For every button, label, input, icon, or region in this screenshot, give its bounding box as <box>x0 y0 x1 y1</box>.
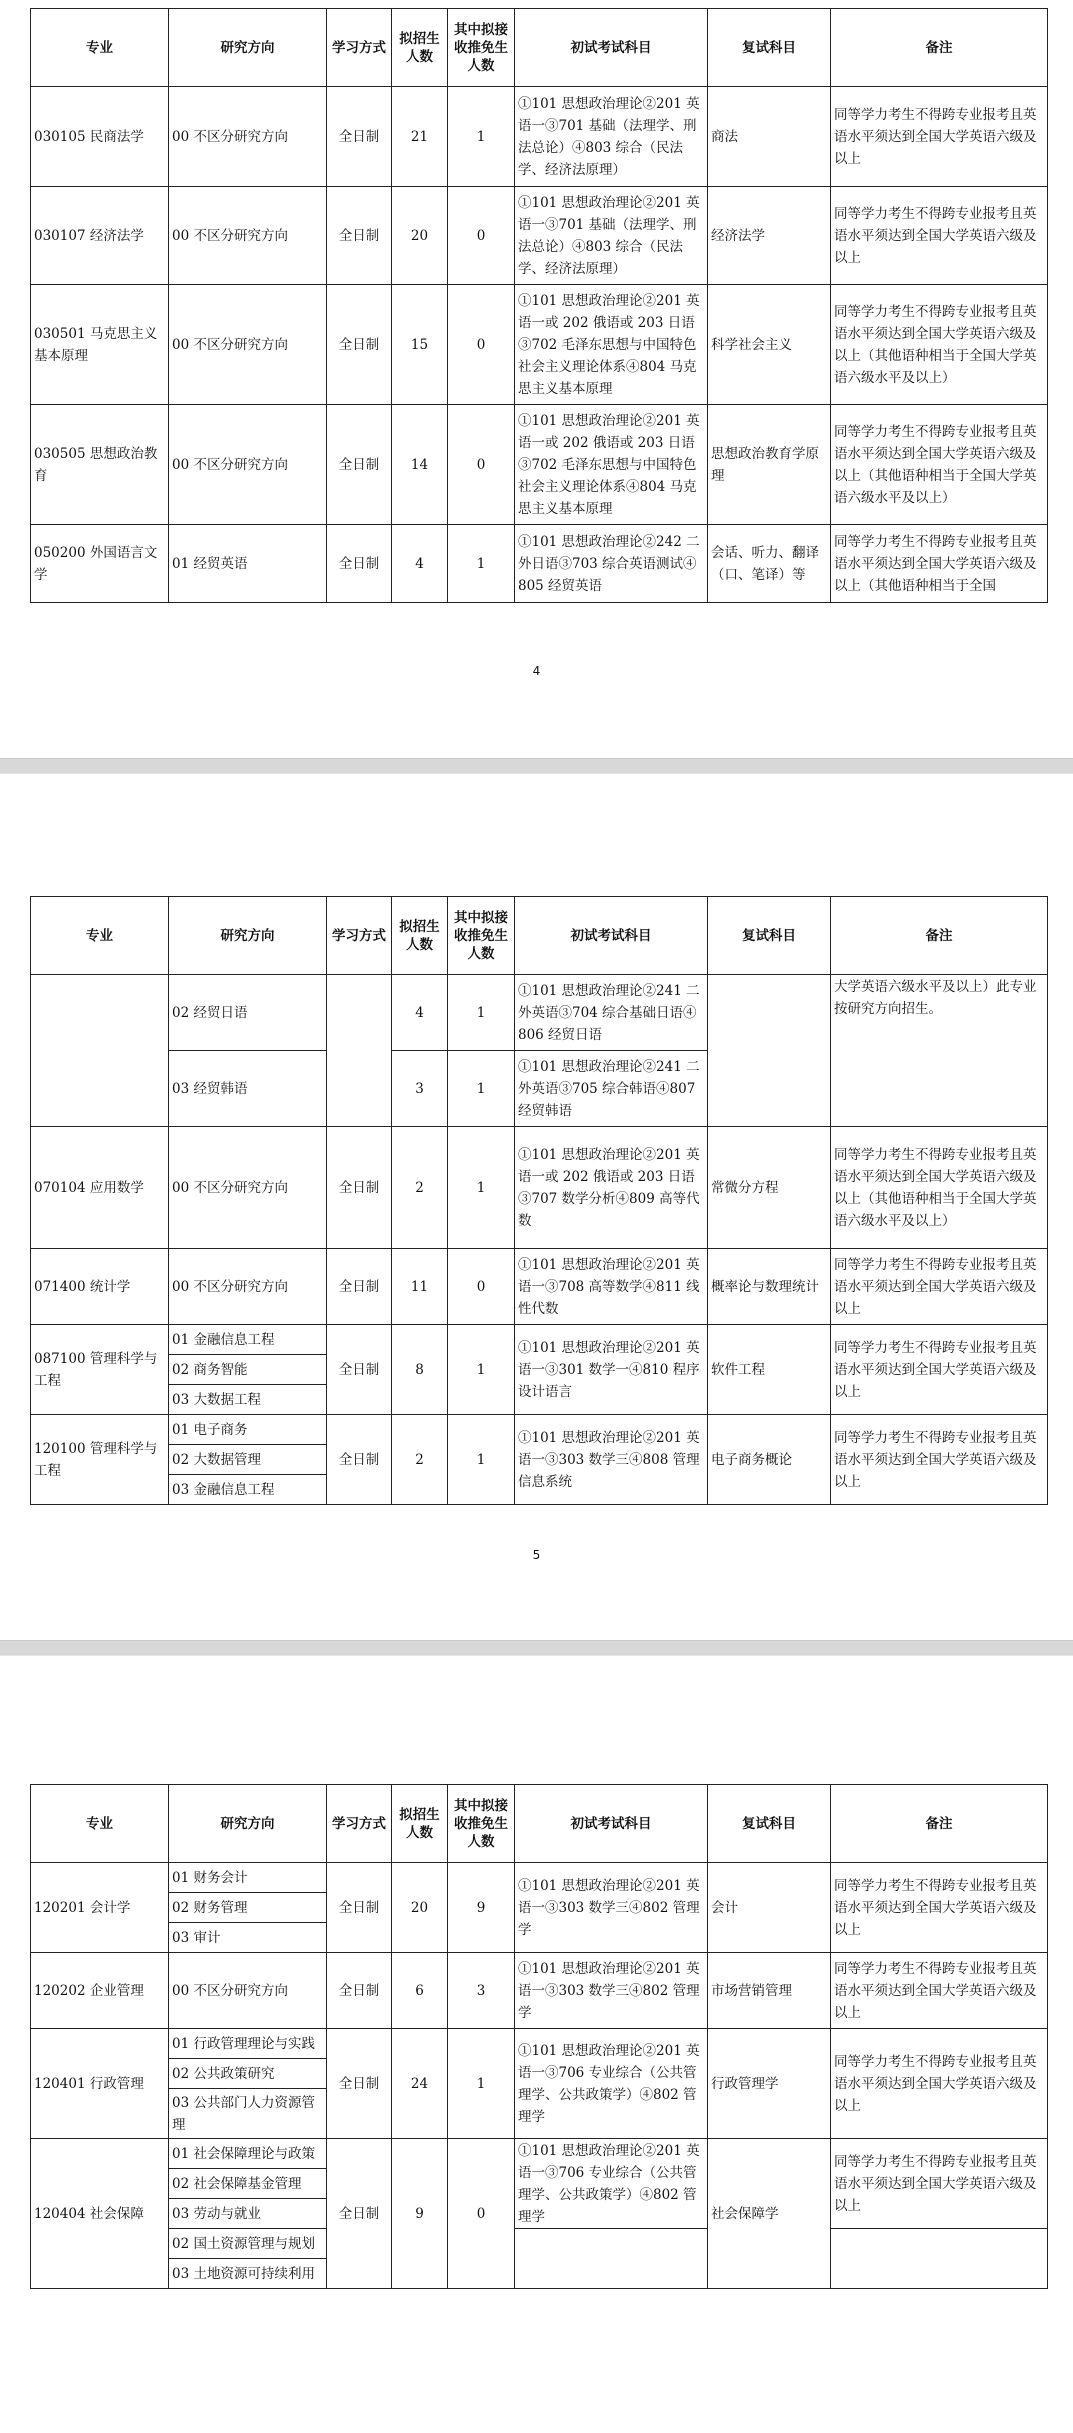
direction-cell: 02 公共政策研究 <box>169 2059 327 2089</box>
plan-cell: 4 <box>392 525 448 603</box>
direction-cell: 02 大数据管理 <box>169 1445 327 1475</box>
retest-cell: 科学社会主义 <box>708 285 831 405</box>
major-cell: 120404 社会保障 <box>31 2139 169 2289</box>
note-cell-continued: 大学英语六级水平及以上）此专业按研究方向招生。 <box>831 975 1048 1127</box>
table-row <box>31 1863 1048 1893</box>
direction-cell: 03 劳动与就业 <box>169 2199 327 2229</box>
exam-cell: ①101 思想政治理论②201 英语一③701 基础（法理学、刑法总论）④803 综合（民法学、经济法原理） <box>515 87 708 187</box>
retest-cell-continued <box>708 975 831 1127</box>
mode-cell: 全日制 <box>327 2139 392 2289</box>
plan-cell: 20 <box>392 1863 448 1953</box>
retest-cell: 社会保障学 <box>708 2139 831 2289</box>
direction-cell: 02 社会保障基金管理 <box>169 2169 327 2199</box>
plan-cell: 9 <box>392 2139 448 2289</box>
plan-cell: 20 <box>392 187 448 285</box>
major-cell: 050200 外国语言文学 <box>31 525 169 603</box>
direction-cell: 00 不区分研究方向 <box>169 285 327 405</box>
direction-cell: 01 财务会计 <box>169 1863 327 1893</box>
table-row <box>31 285 1048 405</box>
plan-cell: 24 <box>392 2029 448 2139</box>
table-row <box>31 1127 1048 1249</box>
exam-cell: ①101 思想政治理论②242 二外日语③703 综合英语测试④805 经贸英语 <box>515 525 708 603</box>
header-note: 备注 <box>831 897 1048 975</box>
mode-cell: 全日制 <box>327 187 392 285</box>
major-cell: 120201 会计学 <box>31 1863 169 1953</box>
direction-cell: 00 不区分研究方向 <box>169 1953 327 2029</box>
page-separator <box>0 1640 1073 1656</box>
table-row <box>31 1249 1048 1325</box>
retest-cell: 经济法学 <box>708 187 831 285</box>
table-row <box>31 87 1048 187</box>
header-study-mode: 学习方式 <box>327 897 392 975</box>
admissions-table-page-6 <box>30 1784 1048 2289</box>
direction-cell: 00 不区分研究方向 <box>169 187 327 285</box>
plan-cell: 4 <box>392 975 448 1051</box>
note-cell-empty <box>831 2229 1048 2289</box>
tuimian-cell: 0 <box>448 187 515 285</box>
direction-cell: 00 不区分研究方向 <box>169 87 327 187</box>
tuimian-cell: 1 <box>448 2029 515 2139</box>
direction-cell: 03 大数据工程 <box>169 1385 327 1415</box>
page-number: 4 <box>532 664 541 678</box>
header-major: 专业 <box>31 9 169 87</box>
retest-cell: 思想政治教育学原理 <box>708 405 831 525</box>
header-study-mode: 学习方式 <box>327 9 392 87</box>
exam-cell: ①101 思想政治理论②201 英语一③708 高等数学④811 线性代数 <box>515 1249 708 1325</box>
exam-cell: ①101 思想政治理论②241 二外英语③704 综合基础日语④806 经贸日语 <box>515 975 708 1051</box>
major-cell: 087100 管理科学与工程 <box>31 1325 169 1415</box>
plan-cell: 11 <box>392 1249 448 1325</box>
retest-cell: 会计 <box>708 1863 831 1953</box>
tuimian-cell: 1 <box>448 1051 515 1127</box>
page-separator <box>0 758 1073 774</box>
exam-cell: ①101 思想政治理论②201 英语一③303 数学三④802 管理学 <box>515 1953 708 2029</box>
header-retest: 复试科目 <box>708 1785 831 1863</box>
exam-cell: ①101 思想政治理论②201 英语一③303 数学三④802 管理学 <box>515 1863 708 1953</box>
retest-cell: 市场营销管理 <box>708 1953 831 2029</box>
header-note: 备注 <box>831 1785 1048 1863</box>
exam-cell: ①101 思想政治理论②201 英语一或 202 俄语或 203 日语③702 毛泽东思想与中国特色社会主义理论体系④804 马克思主义基本原理 <box>515 405 708 525</box>
note-cell: 同等学力考生不得跨专业报考且英语水平须达到全国大学英语六级及以上（其他语种相当于全国 <box>831 525 1048 603</box>
major-cell: 120100 管理科学与工程 <box>31 1415 169 1505</box>
direction-cell: 03 审计 <box>169 1923 327 1953</box>
plan-cell: 3 <box>392 1051 448 1127</box>
header-plan: 拟招生人数 <box>392 1785 448 1863</box>
retest-cell: 行政管理学 <box>708 2029 831 2139</box>
mode-cell: 全日制 <box>327 1863 392 1953</box>
major-cell: 120202 企业管理 <box>31 1953 169 2029</box>
header-row <box>31 9 1048 87</box>
exam-cell: ①101 思想政治理论②201 英语一③701 基础（法理学、刑法总论）④803 综合（民法学、经济法原理） <box>515 187 708 285</box>
plan-cell: 8 <box>392 1325 448 1415</box>
note-cell: 同等学力考生不得跨专业报考且英语水平须达到全国大学英语六级及以上 <box>831 1325 1048 1415</box>
direction-cell: 03 金融信息工程 <box>169 1475 327 1505</box>
exam-cell: ①101 思想政治理论②201 英语一或 202 俄语或 203 日语③702 毛泽东思想与中国特色社会主义理论体系④804 马克思主义基本原理 <box>515 285 708 405</box>
table-row <box>31 405 1048 525</box>
exam-cell: ①101 思想政治理论②201 英语一③303 数学三④808 管理信息系统 <box>515 1415 708 1505</box>
header-direction: 研究方向 <box>169 897 327 975</box>
table-row <box>31 2029 1048 2059</box>
table-row <box>31 1325 1048 1355</box>
exam-cell-empty <box>515 2229 708 2289</box>
exam-cell: ①101 思想政治理论②201 英语一③301 数学一④810 程序设计语言 <box>515 1325 708 1415</box>
tuimian-cell: 9 <box>448 1863 515 1953</box>
direction-cell: 00 不区分研究方向 <box>169 405 327 525</box>
header-major: 专业 <box>31 897 169 975</box>
mode-cell: 全日制 <box>327 2029 392 2139</box>
major-cell-continued <box>31 975 169 1127</box>
header-direction: 研究方向 <box>169 9 327 87</box>
table-row <box>31 1953 1048 2029</box>
header-direction: 研究方向 <box>169 1785 327 1863</box>
plan-cell: 2 <box>392 1415 448 1505</box>
note-cell: 同等学力考生不得跨专业报考且英语水平须达到全国大学英语六级及以上（其他语种相当于全国大学英语六级水平及以上） <box>831 405 1048 525</box>
direction-cell: 03 公共部门人力资源管理 <box>169 2089 327 2139</box>
tuimian-cell: 1 <box>448 87 515 187</box>
major-cell: 030105 民商法学 <box>31 87 169 187</box>
page-6 <box>0 1656 1073 2433</box>
exam-cell: ①101 思想政治理论②201 英语一③706 专业综合（公共管理学、公共政策学）④802 管理学 <box>515 2029 708 2139</box>
tuimian-cell: 1 <box>448 1415 515 1505</box>
table-row <box>31 2229 1048 2259</box>
note-cell: 同等学力考生不得跨专业报考且英语水平须达到全国大学英语六级及以上 <box>831 87 1048 187</box>
tuimian-cell: 0 <box>448 1249 515 1325</box>
header-retest: 复试科目 <box>708 897 831 975</box>
page-5 <box>0 774 1073 1644</box>
page-number: 5 <box>532 1548 541 1562</box>
tuimian-cell: 1 <box>448 975 515 1051</box>
mode-cell: 全日制 <box>327 1953 392 2029</box>
exam-cell: ①101 思想政治理论②241 二外英语③705 综合韩语④807 经贸韩语 <box>515 1051 708 1127</box>
header-exam: 初试考试科目 <box>515 9 708 87</box>
table-row <box>31 975 1048 1051</box>
retest-cell: 概率论与数理统计 <box>708 1249 831 1325</box>
major-cell: 070104 应用数学 <box>31 1127 169 1249</box>
mode-cell: 全日制 <box>327 285 392 405</box>
header-study-mode: 学习方式 <box>327 1785 392 1863</box>
mode-cell: 全日制 <box>327 405 392 525</box>
retest-cell: 常微分方程 <box>708 1127 831 1249</box>
note-cell: 同等学力考生不得跨专业报考且英语水平须达到全国大学英语六级及以上（其他语种相当于全国大学英语六级水平及以上） <box>831 285 1048 405</box>
note-cell: 同等学力考生不得跨专业报考且英语水平须达到全国大学英语六级及以上 <box>831 1953 1048 2029</box>
note-cell: 同等学力考生不得跨专业报考且英语水平须达到全国大学英语六级及以上 <box>831 1863 1048 1953</box>
exam-cell: ①101 思想政治理论②201 英语一③706 专业综合（公共管理学、公共政策学）④802 管理学 <box>515 2139 708 2229</box>
plan-cell: 21 <box>392 87 448 187</box>
retest-cell: 商法 <box>708 87 831 187</box>
direction-cell: 03 土地资源可持续利用 <box>169 2259 327 2289</box>
note-cell: 同等学力考生不得跨专业报考且英语水平须达到全国大学英语六级及以上 <box>831 2029 1048 2139</box>
tuimian-cell: 3 <box>448 1953 515 2029</box>
mode-cell-continued <box>327 975 392 1127</box>
header-tuimian: 其中拟接收推免生人数 <box>448 9 515 87</box>
mode-cell: 全日制 <box>327 1249 392 1325</box>
retest-cell: 电子商务概论 <box>708 1415 831 1505</box>
note-cell: 同等学力考生不得跨专业报考且英语水平须达到全国大学英语六级及以上 <box>831 1249 1048 1325</box>
direction-cell: 00 不区分研究方向 <box>169 1249 327 1325</box>
table-row <box>31 2139 1048 2169</box>
mode-cell: 全日制 <box>327 87 392 187</box>
tuimian-cell: 1 <box>448 525 515 603</box>
direction-cell: 01 行政管理理论与实践 <box>169 2029 327 2059</box>
admissions-table-page-4 <box>30 8 1048 603</box>
direction-cell: 02 经贸日语 <box>169 975 327 1051</box>
direction-cell: 01 金融信息工程 <box>169 1325 327 1355</box>
header-tuimian: 其中拟接收推免生人数 <box>448 1785 515 1863</box>
plan-cell: 14 <box>392 405 448 525</box>
table-row <box>31 525 1048 603</box>
note-cell: 同等学力考生不得跨专业报考且英语水平须达到全国大学英语六级及以上 <box>831 187 1048 285</box>
plan-cell: 2 <box>392 1127 448 1249</box>
header-plan: 拟招生人数 <box>392 9 448 87</box>
tuimian-cell: 1 <box>448 1325 515 1415</box>
mode-cell: 全日制 <box>327 1415 392 1505</box>
admissions-table-page-5 <box>30 896 1048 1505</box>
major-cell: 071400 统计学 <box>31 1249 169 1325</box>
major-cell: 030107 经济法学 <box>31 187 169 285</box>
major-cell: 030501 马克思主义基本原理 <box>31 285 169 405</box>
note-cell: 同等学力考生不得跨专业报考且英语水平须达到全国大学英语六级及以上 <box>831 1415 1048 1505</box>
header-major: 专业 <box>31 1785 169 1863</box>
note-cell: 同等学力考生不得跨专业报考且英语水平须达到全国大学英语六级及以上（其他语种相当于全国大学英语六级水平及以上） <box>831 1127 1048 1249</box>
direction-cell: 01 社会保障理论与政策 <box>169 2139 327 2169</box>
header-note: 备注 <box>831 9 1048 87</box>
direction-cell: 01 经贸英语 <box>169 525 327 603</box>
header-tuimian: 其中拟接收推免生人数 <box>448 897 515 975</box>
note-cell: 同等学力考生不得跨专业报考且英语水平须达到全国大学英语六级及以上 <box>831 2139 1048 2229</box>
retest-cell: 软件工程 <box>708 1325 831 1415</box>
mode-cell: 全日制 <box>327 525 392 603</box>
mode-cell: 全日制 <box>327 1127 392 1249</box>
header-plan: 拟招生人数 <box>392 897 448 975</box>
plan-cell: 6 <box>392 1953 448 2029</box>
header-exam: 初试考试科目 <box>515 1785 708 1863</box>
header-row <box>31 897 1048 975</box>
direction-cell: 01 电子商务 <box>169 1415 327 1445</box>
tuimian-cell: 0 <box>448 285 515 405</box>
tuimian-cell: 1 <box>448 1127 515 1249</box>
tuimian-cell: 0 <box>448 405 515 525</box>
major-cell: 030505 思想政治教育 <box>31 405 169 525</box>
direction-cell: 02 财务管理 <box>169 1893 327 1923</box>
header-exam: 初试考试科目 <box>515 897 708 975</box>
exam-cell: ①101 思想政治理论②201 英语一或 202 俄语或 203 日语③707 数学分析④809 高等代数 <box>515 1127 708 1249</box>
direction-cell: 02 商务智能 <box>169 1355 327 1385</box>
table-row <box>31 187 1048 285</box>
direction-cell: 03 经贸韩语 <box>169 1051 327 1127</box>
table-row <box>31 1415 1048 1445</box>
direction-cell: 02 国土资源管理与规划 <box>169 2229 327 2259</box>
major-cell: 120401 行政管理 <box>31 2029 169 2139</box>
plan-cell: 15 <box>392 285 448 405</box>
tuimian-cell: 0 <box>448 2139 515 2289</box>
header-row <box>31 1785 1048 1863</box>
mode-cell: 全日制 <box>327 1325 392 1415</box>
page-4 <box>0 0 1073 760</box>
direction-cell: 00 不区分研究方向 <box>169 1127 327 1249</box>
header-retest: 复试科目 <box>708 9 831 87</box>
retest-cell: 会话、听力、翻译（口、笔译）等 <box>708 525 831 603</box>
